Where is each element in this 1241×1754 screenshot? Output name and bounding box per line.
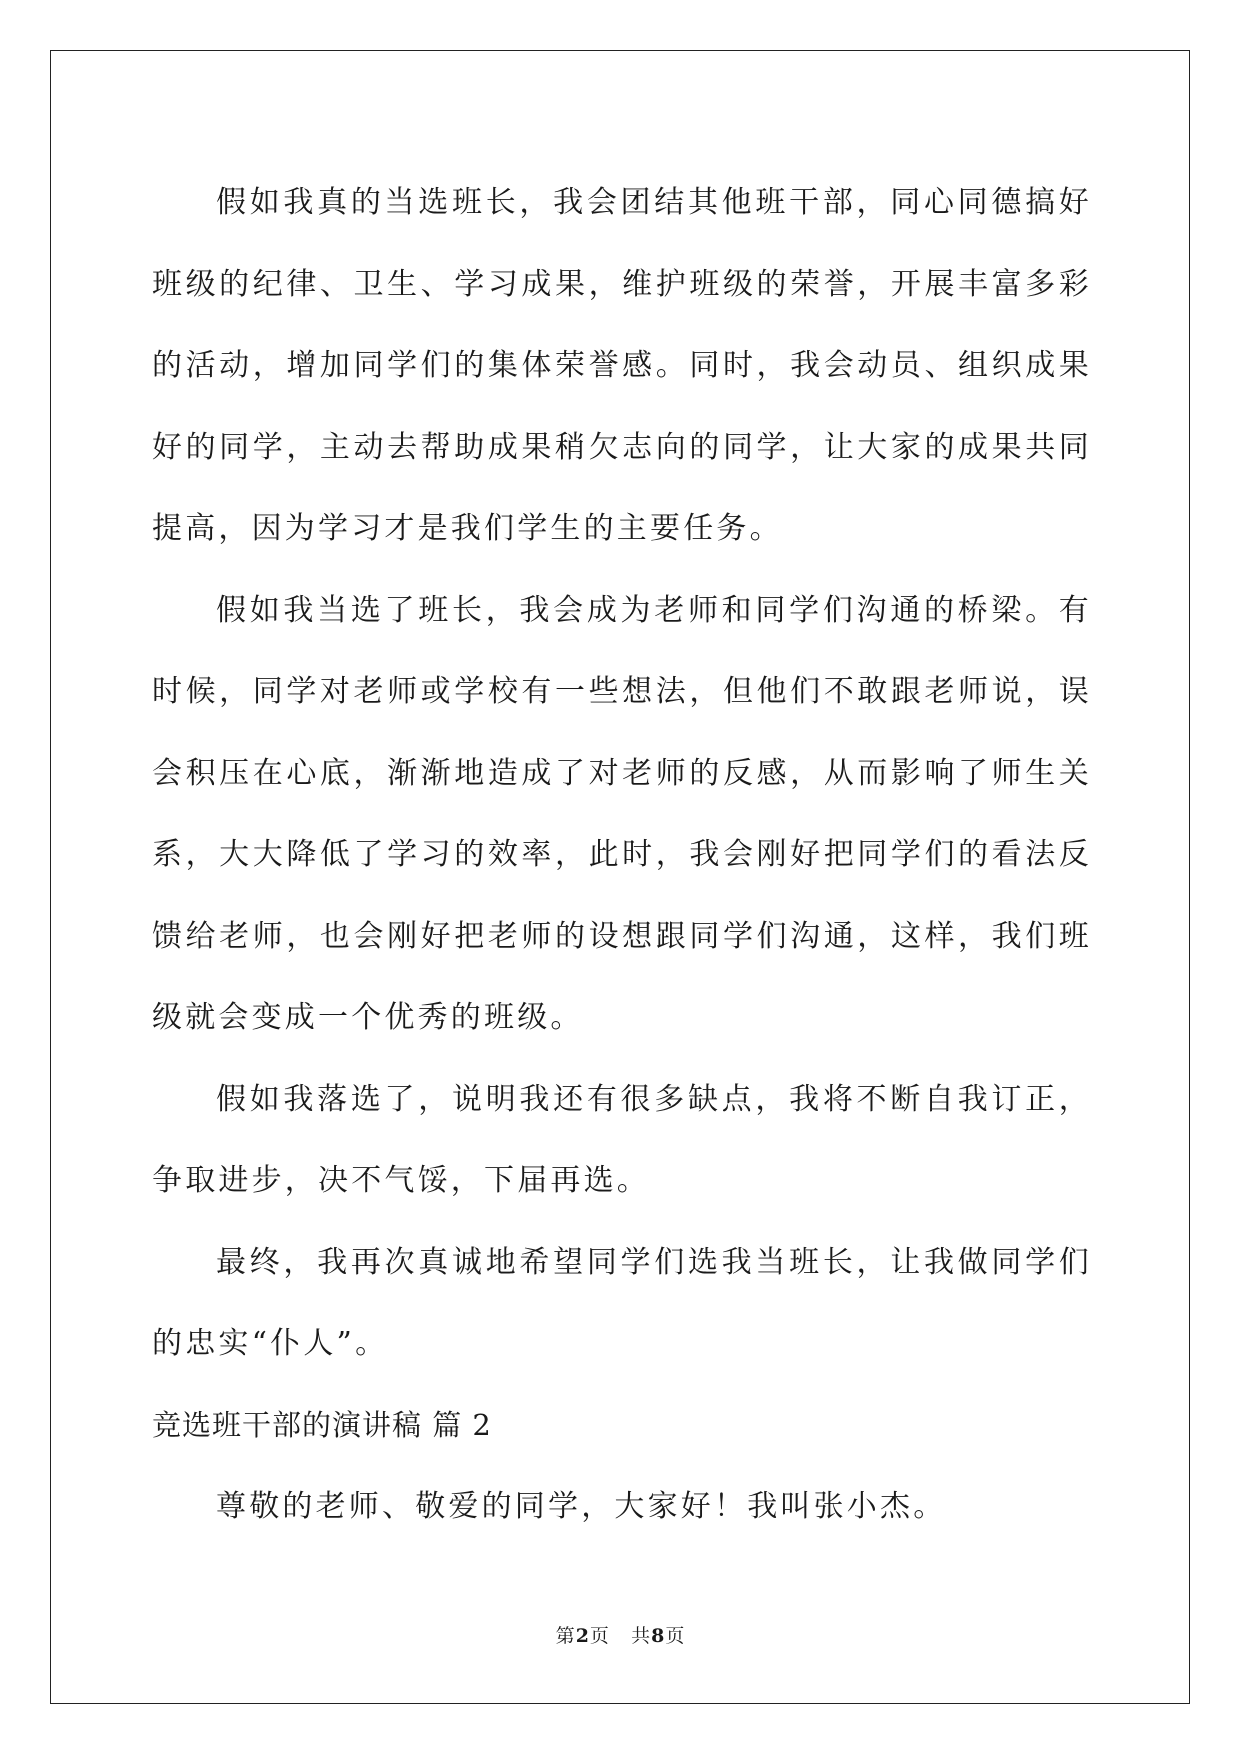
paragraph-2: 假如我当选了班长，我会成为老师和同学们沟通的桥梁。有时候，同学对老师或学校有一些想法，但他们不敢跟老师说，误会积压在心底，渐渐地造成了对老师的反感，从而影响了师生关系，大大降低了学习的效率，此时，我会刚好把同学们的看法反馈给老师，也会刚好把老师的设想跟同学们沟通，这样，我们班级就会变成一个优秀的班级。 [152,592,1092,1035]
paragraph-3: 假如我落选了，说明我还有很多缺点，我将不断自我订正，争取进步，决不气馁，下届再选。 [152,1081,1092,1198]
footer-page-suffix: 页 [589,1625,610,1647]
footer-total-prefix: 共 [631,1625,652,1647]
greeting-paragraph: 尊敬的老师、敬爱的同学，大家好！我叫张小杰。 [216,1489,947,1524]
section-heading: 竞选班干部的演讲稿 篇 2 [152,1407,492,1442]
page-footer [0,1621,1241,1648]
paragraph-1: 假如我真的当选班长，我会团结其他班干部，同心同德搞好班级的纪律、卫生、学习成果，维护班级的荣誉，开展丰富多彩的活动，增加同学们的集体荣誉感。同时，我会动员、组织成果好的同学，主动去帮助成果稍欠志向的同学，让大家的成果共同提高，因为学习才是我们学生的主要任务。 [152,185,1092,546]
document-body [152,162,1092,1548]
page-number: 2 [575,1625,590,1647]
footer-total-suffix: 页 [665,1625,686,1647]
paragraph-4: 最终，我再次真诚地希望同学们选我当班长，让我做同学们的忠实“仆人”。 [152,1244,1092,1361]
total-pages: 8 [651,1625,666,1647]
footer-prefix: 第 [555,1625,576,1647]
